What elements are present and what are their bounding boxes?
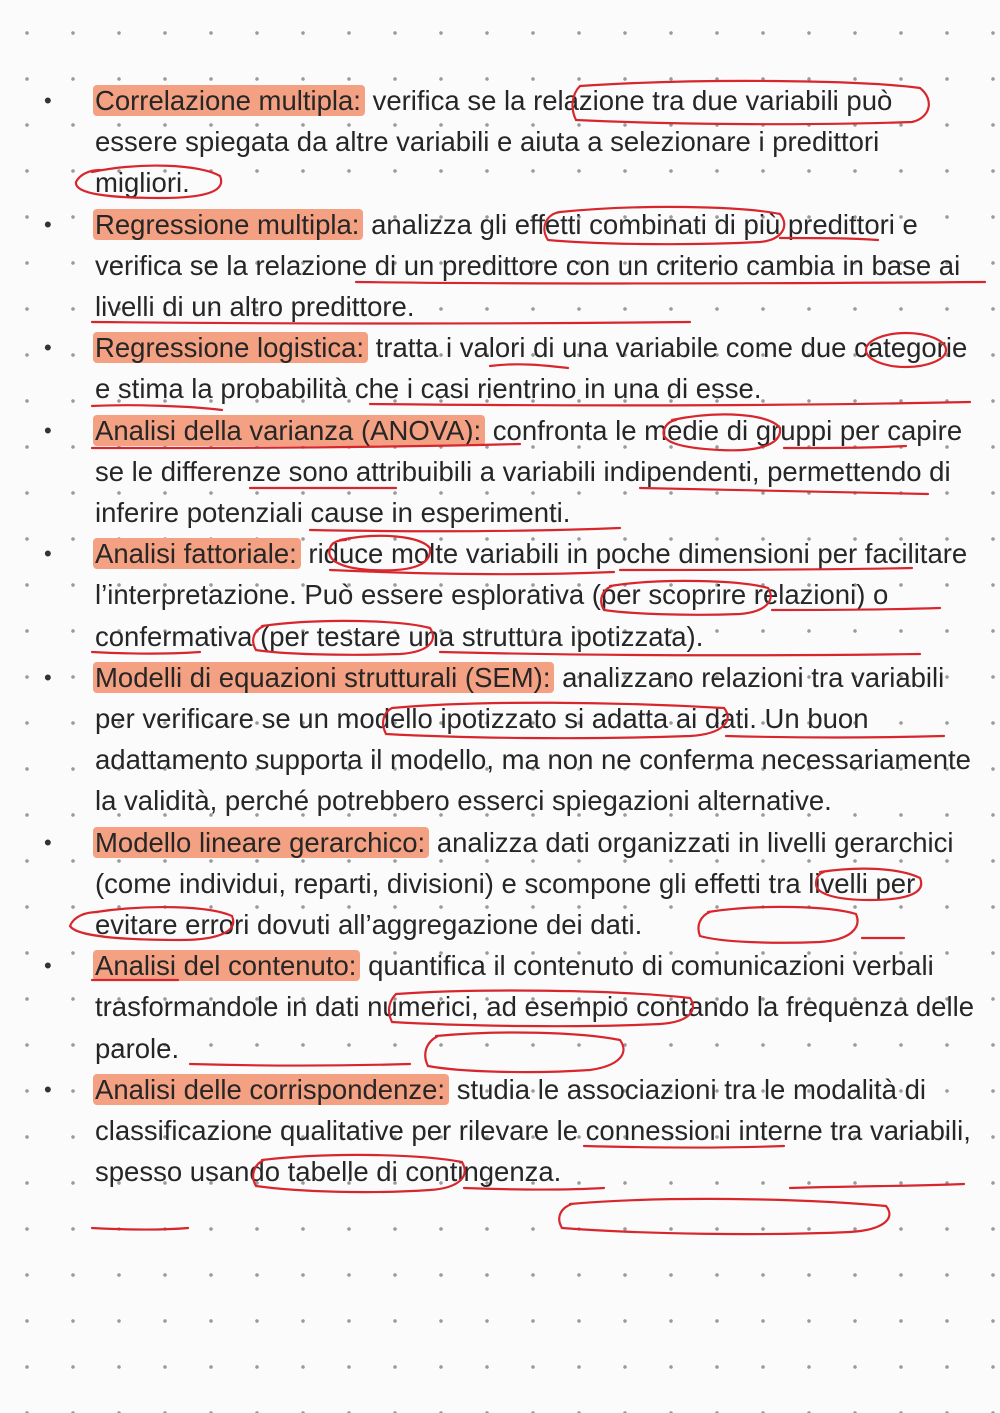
list-item-analisi-corrispondenze <box>44 1069 975 1193</box>
term-highlight: Analisi della varianza (ANOVA): <box>93 415 485 446</box>
list-item-regressione-logistica <box>44 327 975 409</box>
list-item-modello-gerarchico <box>44 822 975 946</box>
bullet-icon: • <box>44 335 52 361</box>
item-description: studia le associazioni tra le modalità di classificazione qualitative per rilevare le connessioni interne tra variabili, spesso usando tabelle di contingenza. <box>95 1073 971 1188</box>
list-item-anova <box>44 410 975 534</box>
notes-page <box>0 80 1000 1192</box>
ink-underline <box>92 1228 188 1230</box>
item-description: analizzano relazioni tra variabili per verificare se un modello ipotizzato si adatta ai dati. Un buon adattamento supporta il modello, ma non ne conferma necessariamente la validità, perché potrebbero esserci spiegazioni alternative. <box>95 661 971 817</box>
list-item-analisi-fattoriale <box>44 533 975 657</box>
item-description: confronta le medie di gruppi per capire se le differenze sono attribuibili a variabili indipendenti, permettendo di inferire potenziali cause in esperimenti. <box>95 414 963 529</box>
term-highlight: Correlazione multipla: <box>93 85 365 116</box>
term-highlight: Modelli di equazioni strutturali (SEM): <box>93 662 554 693</box>
list-item-sem <box>44 657 975 822</box>
bullet-icon: • <box>44 664 52 690</box>
item-description: analizza dati organizzati in livelli gerarchici (come individui, reparti, divisioni) e scompone gli effetti tra livelli per evitare errori dovuti all’aggregazione dei dati. <box>95 826 954 941</box>
term-highlight: Modello lineare gerarchico: <box>93 827 429 858</box>
bullet-icon: • <box>44 1076 52 1102</box>
bullet-icon: • <box>44 953 52 979</box>
list-item-analisi-contenuto <box>44 945 975 1069</box>
list-item-regressione-multipla <box>44 204 975 328</box>
term-highlight: Analisi delle corrispondenze: <box>93 1074 449 1105</box>
term-highlight: Analisi fattoriale: <box>93 538 301 569</box>
term-highlight: Regressione multipla: <box>93 209 363 240</box>
bullet-icon: • <box>44 541 52 567</box>
list-item-correlazione-multipla <box>44 80 975 204</box>
bullet-icon: • <box>44 88 52 113</box>
bullet-icon: • <box>44 211 52 237</box>
term-highlight: Regressione logistica: <box>93 332 368 363</box>
item-description: riduce molte variabili in poche dimensioni per facilitare l’interpretazione. Può essere esplorativa (per scoprire relazioni) o confermativa (per testare una struttura ipotizzata). <box>95 538 968 652</box>
item-description: verifica se la relazione tra due variabili può essere spiegata da altre variabili e aiuta a selezionare i predittori migliori. <box>95 85 893 199</box>
item-description: tratta i valori di una variabile come due categorie e stima la probabilità che i casi rientrino in una di esse. <box>95 332 968 405</box>
item-description: quantifica il contenuto di comunicazioni verbali trasformandole in dati numerici, ad esempio contando la frequenza delle parole. <box>95 950 974 1064</box>
term-highlight: Analisi del contenuto: <box>93 950 360 981</box>
item-description: analizza gli effetti combinati di più predittori e verifica se la relazione di un predittore con un criterio cambia in base ai livelli di un altro predittore. <box>95 208 961 323</box>
bullet-icon: • <box>44 417 52 443</box>
ink-loop <box>559 1199 889 1234</box>
bullet-icon: • <box>44 829 52 855</box>
